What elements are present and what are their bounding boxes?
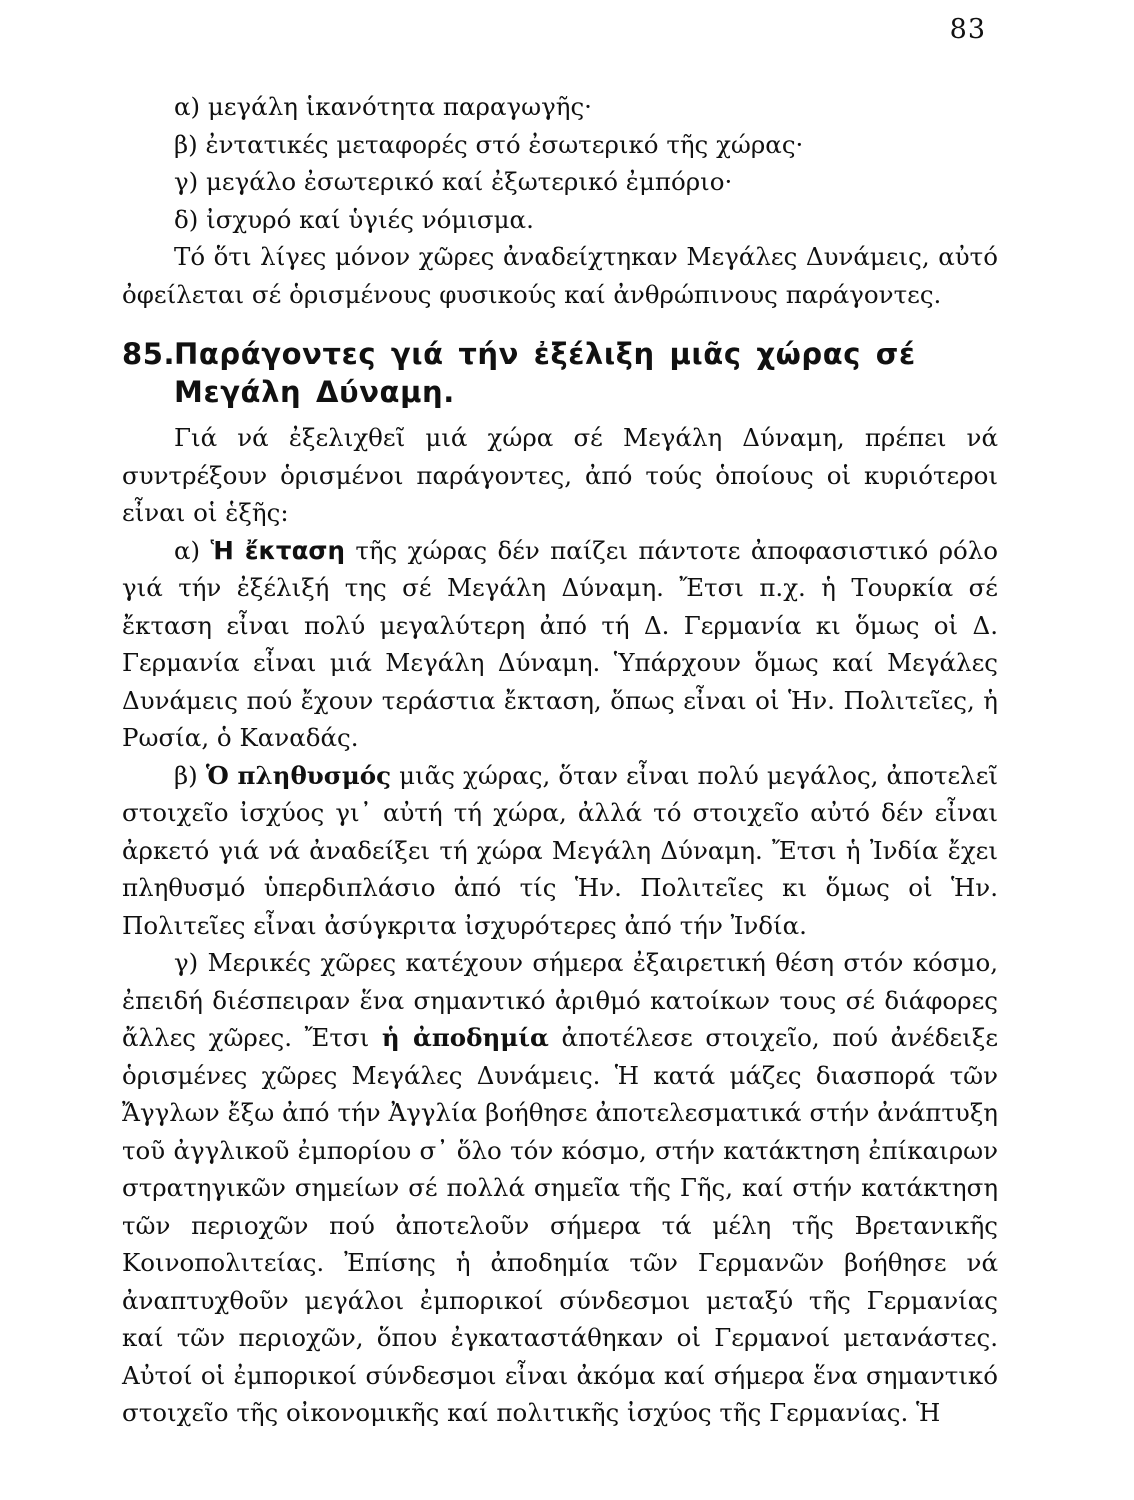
- section-title: Παράγοντες γιά τήν ἐξέλιξη μιᾶς χώρας σέ Μεγάλη Δύναμη.: [174, 337, 916, 409]
- factor-a-paragraph: [122, 532, 998, 757]
- factor-c-keyword: ἡ ἀποδημία: [381, 1023, 549, 1052]
- factor-b-text: μιᾶς χώρας, ὅταν εἶναι πολύ μεγάλος, ἀποτελεῖ στοιχεῖο ἰσχύος γι᾽ αὐτή τή χώρα, ἀλλά τό στοιχεῖο αὐτό δέν εἶναι ἀρκετό γιά νά ἀναδείξει τή χώρα Μεγάλη Δύναμη. Ἔτσι ἡ Ἰνδία ἔχει πληθυσμό ὑπερδιπλάσιο ἀπό τίς Ἡν. Πολιτεῖες κι ὅμως οἱ Ἡν. Πολιτεῖες εἶναι ἀσύγκριτα ἰσχυρότερες ἀπό τήν Ἰνδία.: [122, 760, 999, 940]
- list-item-c: γ) μεγάλο ἐσωτερικό καί ἐξωτερικό ἐμπόριο·: [174, 167, 733, 196]
- factor-c-text-after: ἀποτέλεσε στοιχεῖο, πού ἀνέδειξε ὁρισμένες χῶρες Μεγάλες Δυνάμεις. Ἡ κατά μάζες διασπορά τῶν Ἄγγλων ἔξω ἀπό τήν Ἀγγλία βοήθησε ἀποτελεσματικά στήν ἀνάπτυξη τοῦ ἀγγλικοῦ ἐμπορίου σ᾽ ὅλο τόν κόσμο, στήν κατάκτηση ἐπίκαιρων στρατηγικῶν σημείων σέ πολλά σημεῖα τῆς Γῆς, καί στήν κατάκτηση τῶν περιοχῶν πού ἀποτελοῦν σήμερα τά μέλη τῆς Βρετανικῆς Κοινοπολιτείας. Ἐπίσης ἡ ἀποδημία τῶν Γερμανῶν βοήθησε νά ἀναπτυχθοῦν μεγάλοι ἐμπορικοί σύνδεσμοι μεταξύ τῆς Γερμανίας καί τῶν περιοχῶν, ὅπου ἐγκαταστάθηκαν οἱ Γερμανοί μετανάστες. Αὐτοί οἱ ἐμπορικοί σύνδεσμοι εἶναι ἀκόμα καί σήμερα ἕνα σημαντικό στοιχεῖο τῆς οἰκονομικῆς καί πολιτικῆς ἰσχύος τῆς Γερμανίας. Ἡ: [122, 1023, 999, 1427]
- intro-paragraph: Τό ὅτι λίγες μόνον χῶρες ἀναδείχτηκαν Μεγάλες Δυνάμεις, αὐτό ὀφείλεται σέ ὁρισμένους φυσικούς καί ἀνθρώπινους παράγοντες.: [122, 242, 998, 309]
- list-item-b: β) ἐντατικές μεταφορές στό ἐσωτερικό τῆς χώρας·: [174, 129, 804, 159]
- section-heading: [122, 335, 998, 411]
- factor-b-label: β): [174, 760, 198, 790]
- factor-b-paragraph: [122, 757, 998, 945]
- factor-a-label: α): [174, 535, 201, 565]
- factor-a-text: τῆς χώρας δέν παίζει πάντοτε ἀποφασιστικό ρόλο γιά τήν ἐξέλιξή της σέ Μεγάλη Δύναμη. Ἔτσι π.χ. ἡ Τουρκία σέ ἔκταση εἶναι πολύ μεγαλύτερη ἀπό τή Δ. Γερμανία κι ὅμως οἱ Δ. Γερμανία εἶναι μιά Μεγάλη Δύναμη. Ὑπάρχουν ὅμως καί Μεγάλες Δυνάμεις πού ἔχουν τεράστια ἔκταση, ὅπως εἶναι οἱ Ἡν. Πολιτεῖες, ἡ Ρωσία, ὁ Καναδάς.: [122, 535, 998, 752]
- section-intro-paragraph: Γιά νά ἐξελιχθεῖ μιά χώρα σέ Μεγάλη Δύναμη, πρέπει νά συντρέξουν ὁρισμένοι παράγοντες, ἀπό τούς ὁποίους οἱ κυριότεροι εἶναι οἱ ἑξῆς:: [122, 423, 998, 527]
- list-item-d: δ) ἰσχυρό καί ὑγιές νόμισμα.: [174, 204, 534, 234]
- factor-a-keyword: Ἡ ἔκταση: [210, 535, 345, 565]
- factor-c-text-before: Μερικές χῶρες κατέχουν σήμερα ἐξαιρετική θέση στόν κόσμο, ἐπειδή διέσπειραν ἕνα σημαντικό ἀριθμό κατοίκων τους σέ διάφορες ἄλλες χῶρες. Ἔτσι: [122, 948, 998, 1052]
- factor-c-label: γ): [174, 948, 199, 977]
- page-body: [122, 88, 998, 1432]
- factor-c-paragraph: [122, 944, 998, 1432]
- list-item-a: α) μεγάλη ἱκανότητα παραγωγῆς·: [174, 92, 592, 121]
- page-number: 83: [949, 14, 986, 45]
- factor-b-keyword: Ὁ πληθυσμός: [205, 760, 392, 790]
- section-number: 85.: [122, 337, 176, 371]
